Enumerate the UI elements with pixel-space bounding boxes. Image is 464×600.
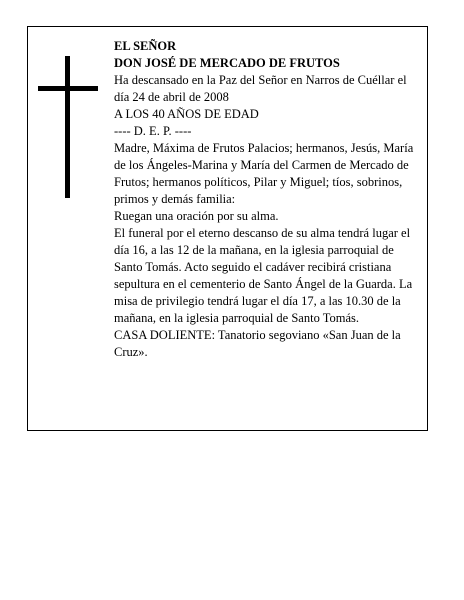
prayer-request: Ruegan una oración por su alma. (114, 209, 279, 223)
cross-horizontal-bar (38, 86, 98, 91)
cross-vertical-bar (65, 56, 70, 198)
death-notice: Ha descansado en la Paz del Señor en Narros de Cuéllar el día 24 de abril de 2008 (114, 73, 407, 104)
rip-line: ---- D. E. P. ---- (114, 124, 192, 138)
latin-cross-icon (38, 56, 98, 198)
age-line: A LOS 40 AÑOS DE EDAD (114, 107, 259, 121)
heading-title: EL SEÑOR (114, 39, 177, 53)
funeral-paragraph: El funeral por el eterno descanso de su alma tendrá lugar el día 16, a las 12 de la mañana, en la iglesia parroquial de Santo Tomás. Acto seguido el cadáver recibirá cristiana sepultura en el cementerio de Santo Ángel de la Guarda. La misa de privilegio tendrá lugar el día 17, a las 10.30 de la mañana, en la iglesia parroquial de Santo Tomás. (114, 226, 413, 325)
deceased-name: DON JOSÉ DE MERCADO DE FRUTOS (114, 56, 340, 70)
obituary-text (114, 38, 424, 361)
family-paragraph: Madre, Máxima de Frutos Palacios; hermanos, Jesús, María de los Ángeles-Marina y María del Carmen de Mercado de Frutos; hermanos políticos, Pilar y Miguel; tíos, sobrinos, primos y demás familia: (114, 141, 414, 206)
mourning-house: CASA DOLIENTE: Tanatorio segoviano «San Juan de la Cruz». (114, 328, 401, 359)
